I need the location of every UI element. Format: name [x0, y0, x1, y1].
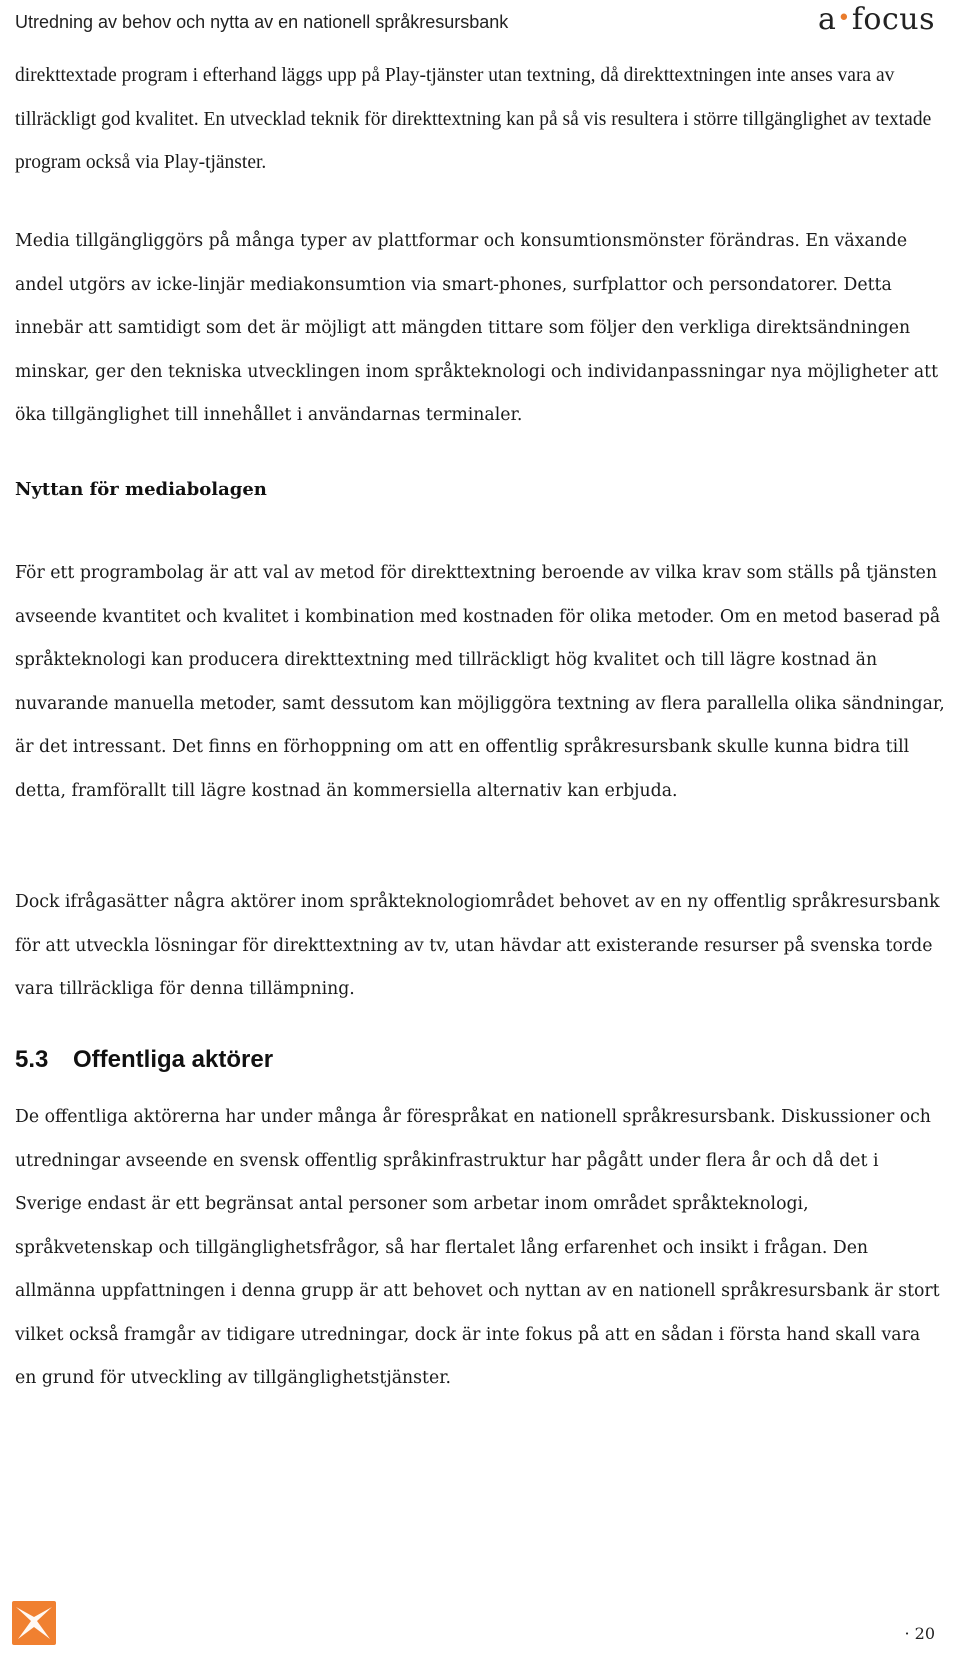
logo-dot: •: [837, 6, 851, 31]
document-title: Utredning av behov och nytta av en nationell språkresursbank: [15, 12, 509, 32]
section-heading-5-3: [15, 1046, 945, 1074]
subheading: Nyttan för mediabolagen: [15, 479, 267, 500]
body-paragraph: De offentliga aktörerna har under många år förespråkat en nationell språkresursbank. Diskussioner och utredningar avseende en svensk offentlig språkinfrastruktur har pågått under flera år och då det i Sverige endast är ett begränsat antal personer som arbetar inom området språkteknologi, språkvetenskap och tillgänglighetsfrågor, så har flertalet lång erfarenhet och insikt i frågan. Den allmänna uppfattningen i denna grupp är att behovet och nyttan av en nationell språkresursbank är stort vilket också framgår av tidigare utredningar, dock är inte fokus på att en sådan i första hand skall vara en grund för utveckling av tillgänglighetstjänster.: [15, 1107, 940, 1388]
section-heading: [15, 1046, 945, 1074]
body-paragraph: direkttextade program i efterhand läggs upp på Play-tjänster utan textning, då direkttextningen inte anses vara av tillräckligt god kvalitet. En utvecklad teknik för direkttextning kan på så vis resultera i större tillgänglighet av textade program också via Play-tjänster.: [15, 65, 932, 173]
body-paragraph: Dock ifrågasätter några aktörer inom språkteknologiområdet behovet av en ny offentlig språkresursbank för att utveckla lösningar för direkttextning av tv, utan hävdar att existerande resurser på svenska torde vara tillräckliga för denna tillämpning.: [15, 892, 940, 999]
section-title: Offentliga aktörer: [73, 1046, 274, 1073]
paragraph-dock: [15, 881, 945, 1012]
page-number: · 20: [904, 1624, 935, 1643]
subheading-nyttan: [15, 479, 945, 500]
paragraph-media: [15, 220, 945, 438]
logo-word-focus: focus: [851, 2, 935, 37]
section-number: 5.3: [15, 1046, 49, 1073]
logo-letter-a: a: [817, 2, 837, 37]
paragraph-programbolag: [15, 552, 945, 813]
a-focus-logo: [818, 2, 935, 37]
body-paragraph: För ett programbolag är att val av metod för direkttextning beroende av vilka krav som ställs på tjänsten avseende kvantitet och kvalitet i kombination med kostnaden för olika metoder. Om en metod baserad på språkteknologi kan producera direkttextning med tillräckligt hög kvalitet och till lägre kostnad än nuvarande manuella metoder, samt dessutom kan möjliggöra textning av flera parallella olika sändningar, är det intressant. Det finns en förhoppning om att en offentlig språkresursbank skulle kunna bidra till detta, framförallt till lägre kostnad än kommersiella alternativ kan erbjuda.: [15, 563, 945, 801]
page-header: [15, 2, 935, 42]
body-paragraph: Media tillgängliggörs på många typer av plattformar och konsumtionsmönster förändras. En växande andel utgörs av icke-linjär mediakonsumtion via smart-phones, surfplattor och persondatorer. Detta innebär att samtidigt som det är möjligt att mängden tittare som följer den verkliga direktsändningen minskar, ger den tekniska utvecklingen inom språkteknologi och individanpassningar nya möjligheter att öka tillgänglighet till innehållet i användarnas terminaler.: [15, 231, 939, 425]
paragraph-offentliga: [15, 1096, 945, 1401]
paragraph-direkttextning: [15, 54, 945, 185]
a-focus-star-icon: [12, 1601, 56, 1645]
